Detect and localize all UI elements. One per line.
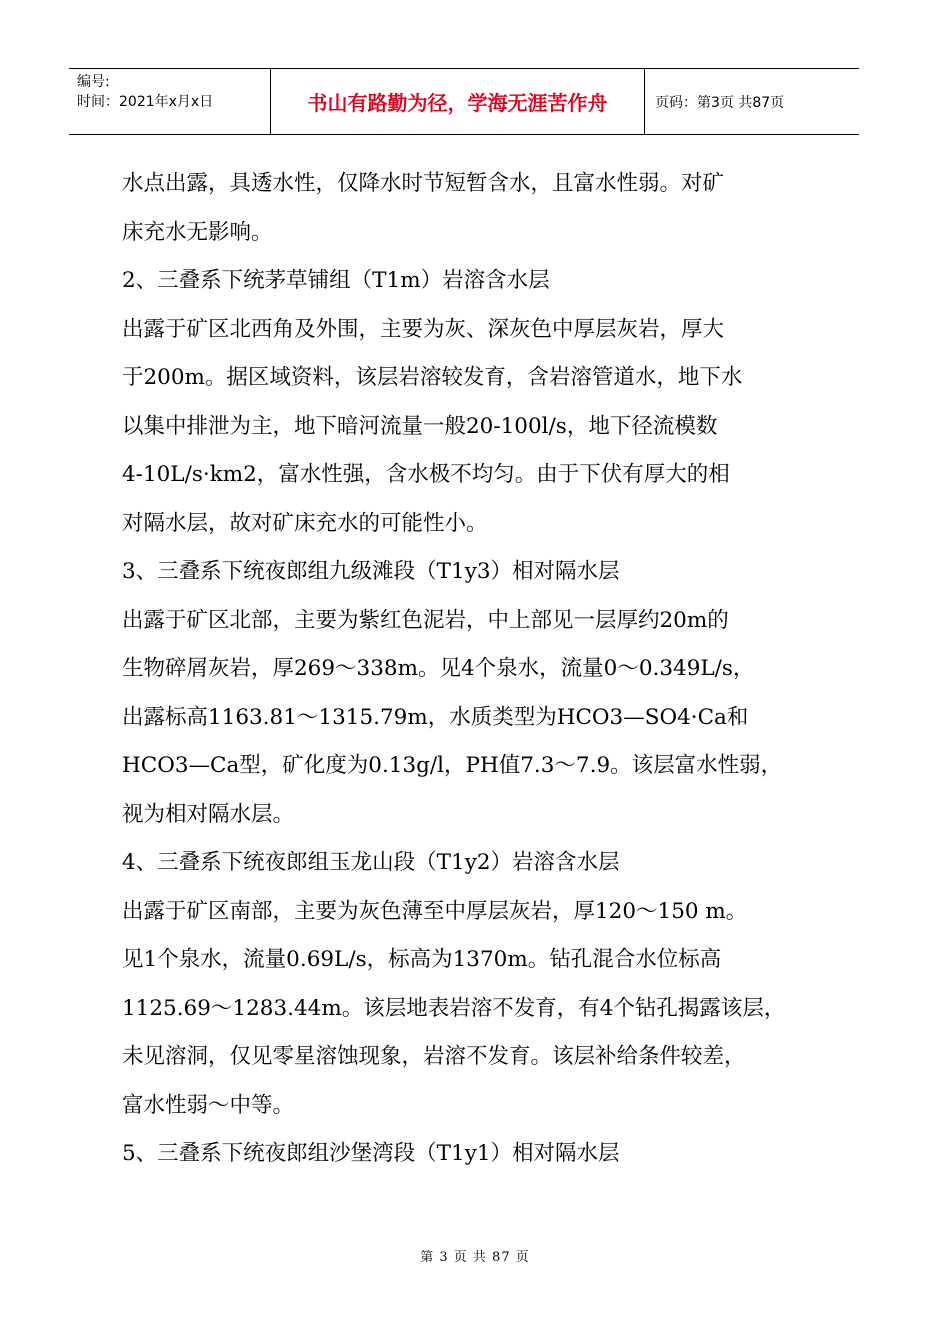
text-line: 出露标高1163.81～1315.79m，水质类型为HCO3—SO4·Ca和	[122, 704, 749, 730]
section-heading: 5、三叠系下统夜郎组沙堡湾段（T1y1）相对隔水层	[122, 1141, 620, 1166]
text-line: 出露于矿区北西角及外围，主要为灰、深灰色中厚层灰岩，厚大	[122, 316, 725, 342]
text-line: 以集中排泄为主，地下暗河流量一般20-100l/s，地下径流模数	[122, 413, 718, 439]
text-line: 床充水无影响。	[122, 219, 273, 245]
header-motto: 书山有路勤为径，学海无涯苦作舟	[271, 69, 645, 134]
document-body	[122, 160, 822, 1179]
document-date: 时间：2021年x月x日	[77, 94, 214, 110]
text-line: 4-10L/s·km2，富水性强，含水极不均匀。由于下伏有厚大的相	[122, 462, 730, 487]
section-heading: 3、三叠系下统夜郎组九级滩段（T1y3）相对隔水层	[122, 559, 620, 584]
header-page-info: 页码：第3页 共87页	[655, 94, 785, 111]
text-line: 出露于矿区北部，主要为紫红色泥岩，中上部见一层厚约20m的	[122, 607, 729, 633]
section-heading: 2、三叠系下统茅草铺组（T1m）岩溶含水层	[122, 268, 550, 293]
document-code-label: 编号:	[77, 74, 110, 90]
text-line: 出露于矿区南部，主要为灰色薄至中厚层灰岩，厚120～150 m。	[122, 898, 748, 924]
page-header	[69, 68, 859, 135]
page-footer: 第 3 页 共 87 页	[420, 1250, 530, 1265]
text-line: 对隔水层，故对矿床充水的可能性小。	[122, 510, 488, 536]
text-line: HCO3—Ca型，矿化度为0.13g/l，PH值7.3～7.9。该层富水性弱，	[122, 753, 783, 778]
text-line: 水点出露，具透水性，仅降水时节短暂含水，且富水性弱。对矿	[122, 171, 725, 196]
header-meta	[69, 69, 271, 134]
text-line: 于200m。据区域资料，该层岩溶较发育，含岩溶管道水，地下水	[122, 365, 743, 390]
text-line: 见1个泉水，流量0.69L/s，标高为1370m。钻孔混合水位标高	[122, 947, 722, 972]
text-line: 1125.69～1283.44m。该层地表岩溶不发育，有4个钻孔揭露该层，	[122, 995, 786, 1021]
text-line: 富水性弱～中等。	[122, 1092, 295, 1118]
text-line: 生物碎屑灰岩，厚269～338m。见4个泉水，流量0～0.349L/s，	[122, 656, 755, 681]
text-line: 视为相对隔水层。	[122, 801, 295, 827]
section-heading: 4、三叠系下统夜郎组玉龙山段（T1y2）岩溶含水层	[122, 850, 620, 875]
text-line: 未见溶洞，仅见零星溶蚀现象，岩溶不发育。该层补给条件较差，	[122, 1044, 746, 1069]
